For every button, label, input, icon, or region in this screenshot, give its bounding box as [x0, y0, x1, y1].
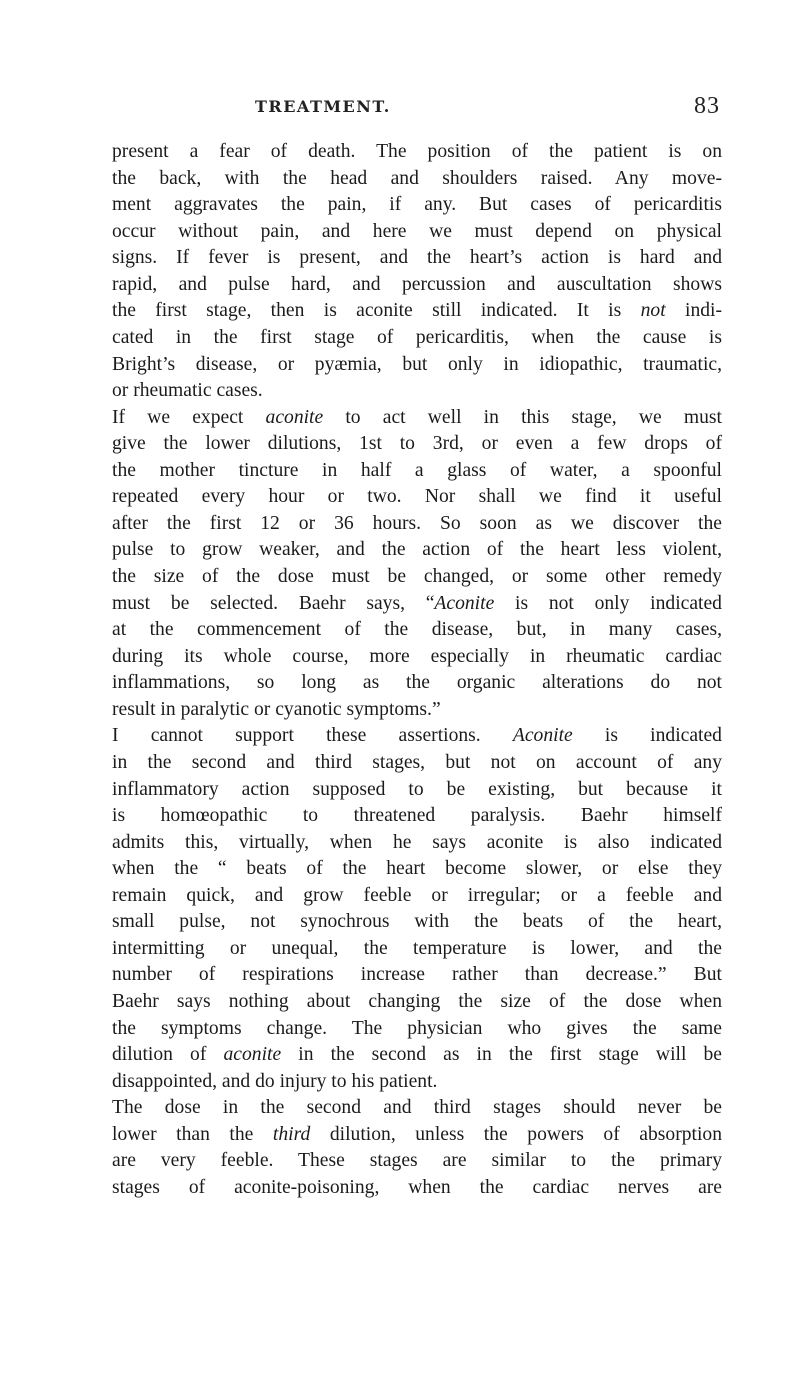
- text-run: are very feeble. These stages are similar to the primary: [112, 1150, 722, 1172]
- italic-text: Aconite: [434, 592, 495, 614]
- text-line: [112, 1016, 722, 1043]
- text-run: in the second as in the first stage will be: [281, 1044, 722, 1066]
- text-line: [112, 777, 722, 804]
- text-run: the symptoms change. The physician who gives the same: [112, 1017, 722, 1039]
- text-line: [112, 909, 722, 936]
- text-run: the first stage, then is aconite still indicated. It is: [112, 300, 641, 322]
- text-line: [112, 537, 722, 564]
- running-title: TREATMENT.: [255, 97, 391, 116]
- text-run: If we expect: [112, 406, 266, 428]
- text-line: [112, 511, 722, 538]
- text-line: [112, 298, 722, 325]
- page-number: 83: [694, 93, 720, 119]
- text-run: give the lower dilutions, 1st to 3rd, or even a few drops of: [112, 433, 722, 455]
- text-run: Bright’s disease, or pyæmia, but only in idiopathic, traumatic,: [112, 353, 722, 375]
- text-run: indi-: [665, 300, 723, 322]
- text-run: after the first 12 or 36 hours. So soon as we discover the: [112, 512, 722, 534]
- text-line: [112, 378, 722, 405]
- text-run: present a fear of death. The position of the patient is on: [112, 141, 722, 162]
- italic-text: not: [640, 300, 666, 322]
- text-line: [112, 697, 722, 724]
- text-line: [112, 564, 722, 591]
- text-run: I cannot support these assertions.: [112, 725, 513, 747]
- text-line: [112, 484, 722, 511]
- text-run: the mother tincture in half a glass of water, a spoonful: [112, 459, 722, 481]
- text-run: pulse to grow weaker, and the action of the heart less violent,: [112, 539, 722, 561]
- text-run: Baehr says nothing about changing the size of the dose when: [112, 991, 722, 1012]
- italic-text: aconite: [265, 406, 324, 428]
- text-run: lower than the: [112, 1123, 273, 1145]
- text-line: [112, 617, 722, 644]
- text-line: [112, 803, 722, 830]
- text-run: intermitting or unequal, the temperature is lower, and the: [112, 937, 722, 959]
- text-run: admits this, virtually, when he says aconite is also indicated: [112, 831, 722, 853]
- text-line: [112, 936, 722, 963]
- text-line: [112, 192, 722, 219]
- text-run: dilution of: [112, 1044, 224, 1066]
- text-run: in the second and third stages, but not on account of any: [112, 751, 722, 773]
- text-line: [112, 1122, 722, 1149]
- text-run: ment aggravates the pain, if any. But cases of pericarditis: [112, 194, 722, 216]
- italic-text: Aconite: [512, 725, 573, 747]
- text-line: [112, 962, 722, 989]
- text-line: [112, 883, 722, 910]
- text-run: dilution, unless the powers of absorption: [310, 1123, 722, 1145]
- text-run: rapid, and pulse hard, and percussion and auscultation shows: [112, 273, 722, 295]
- running-head: [110, 93, 720, 133]
- text-run: when the “ beats of the heart become slower, or else they: [112, 858, 722, 880]
- text-line: [112, 458, 722, 485]
- text-run: the size of the dose must be changed, or some other remedy: [112, 566, 722, 587]
- text-run: is homœopathic to threatened paralysis. Baehr himself: [112, 805, 722, 827]
- text-run: is not only indicated: [494, 592, 722, 614]
- text-run: or rheumatic cases.: [112, 380, 263, 402]
- text-line: [112, 219, 722, 246]
- text-run: the back, with the head and shoulders raised. Any move-: [112, 167, 722, 189]
- italic-text: aconite: [223, 1044, 282, 1066]
- text-run: inflammations, so long as the organic alterations do not: [112, 672, 722, 694]
- text-run: to act well in this stage, we must: [323, 406, 722, 428]
- text-line: [112, 723, 722, 750]
- text-line: [112, 272, 722, 299]
- text-run: at the commencement of the disease, but, in many cases,: [112, 619, 722, 641]
- text-line: [112, 591, 722, 618]
- italic-text: third: [272, 1123, 311, 1145]
- text-line: [112, 670, 722, 697]
- text-line: [112, 245, 722, 272]
- text-run: The dose in the second and third stages should never be: [112, 1097, 722, 1119]
- text-run: result in paralytic or cyanotic symptoms.”: [112, 698, 441, 720]
- text-line: [112, 325, 722, 352]
- text-line: [112, 431, 722, 458]
- text-run: must be selected. Baehr says, “: [112, 592, 435, 614]
- text-run: remain quick, and grow feeble or irregular; or a feeble and: [112, 884, 722, 906]
- text-line: [112, 139, 722, 166]
- text-run: is indicated: [572, 725, 722, 747]
- text-run: occur without pain, and here we must depend on physical: [112, 220, 722, 242]
- text-line: [112, 856, 722, 883]
- text-run: small pulse, not synochrous with the beats of the heart,: [112, 911, 722, 933]
- text-line: [112, 1069, 722, 1096]
- text-line: [112, 989, 722, 1016]
- text-line: [112, 405, 722, 432]
- text-line: [112, 1042, 722, 1069]
- text-line: [112, 352, 722, 379]
- text-run: number of respirations increase rather than decrease.” But: [112, 964, 722, 986]
- text-run: repeated every hour or two. Nor shall we find it useful: [112, 486, 722, 508]
- text-line: [112, 830, 722, 857]
- text-line: [112, 750, 722, 777]
- text-run: disappointed, and do injury to his patient.: [112, 1070, 438, 1092]
- text-run: cated in the first stage of pericarditis, when the cause is: [112, 326, 722, 348]
- text-run: signs. If fever is present, and the heart’s action is hard and: [112, 247, 722, 269]
- text-run: during its whole course, more especially in rheumatic cardiac: [112, 645, 722, 667]
- text-run: inflammatory action supposed to be existing, but because it: [112, 778, 722, 800]
- text-line: [112, 166, 722, 193]
- text-run: stages of aconite-poisoning, when the cardiac nerves are: [112, 1176, 722, 1198]
- body-text: [112, 139, 722, 1202]
- text-line: [112, 1175, 722, 1202]
- text-line: [112, 644, 722, 671]
- text-line: [112, 1095, 722, 1122]
- text-line: [112, 1148, 722, 1175]
